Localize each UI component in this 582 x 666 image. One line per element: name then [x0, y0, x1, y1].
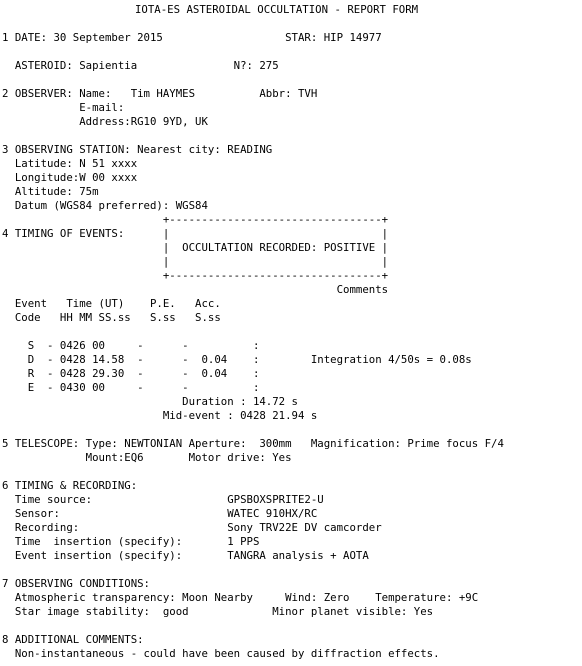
stability-line: Star image stability: good Minor planet visible: Yes [2, 605, 434, 618]
mid-event-line: Mid-event : 0428 21.94 s [2, 409, 318, 422]
asteroid-line: ASTEROID: Sapientia N?: 275 [2, 59, 279, 72]
timing-recording-header: 6 TIMING & RECORDING: [2, 479, 138, 492]
recording-line: Recording: Sony TRV22E DV camcorder [2, 521, 382, 534]
altitude-line: Altitude: 75m [2, 185, 99, 198]
latitude-line: Latitude: N 51 xxxx [2, 157, 138, 170]
time-insertion-line: Time insertion (specify): 1 PPS [2, 535, 260, 548]
time-source-line: Time source: GPSBOXSPRITE2-U [2, 493, 324, 506]
events-header-2: Code HH MM SS.ss S.ss S.ss [2, 311, 221, 324]
timing-header-line: 4 TIMING OF EVENTS: | | [2, 227, 389, 240]
transparency-line: Atmospheric transparency: Moon Nearby Wind: Zero Temperature: +9C [2, 591, 479, 604]
longitude-line: Longitude:W 00 xxxx [2, 171, 138, 184]
datum-line: Datum (WGS84 preferred): WGS84 [2, 199, 208, 212]
additional-comments-text: Non-instantaneous - could have been caused by diffraction effects. [2, 647, 440, 660]
conditions-header: 7 OBSERVING CONDITIONS: [2, 577, 150, 590]
date-star-line: 1 DATE: 30 September 2015 STAR: HIP 14977 [2, 31, 382, 44]
duration-line: Duration : 14.72 s [2, 395, 298, 408]
occultation-result-line: | OCCULTATION RECORDED: POSITIVE | [2, 241, 389, 254]
observer-name-line: 2 OBSERVER: Name: Tim HAYMES Abbr: TVH [2, 87, 318, 100]
event-row-r: R - 0428 29.30 - - 0.04 : [2, 367, 260, 380]
observer-address-line: Address:RG10 9YD, UK [2, 115, 208, 128]
telescope-type-line: 5 TELESCOPE: Type: NEWTONIAN Aperture: 300mm Magnification: Prime focus F/4 [2, 437, 504, 450]
result-box-top: +---------------------------------+ [2, 213, 389, 226]
observer-email-line: E-mail: [2, 101, 125, 114]
result-box-bottom: +---------------------------------+ [2, 269, 389, 282]
event-row-e: E - 0430 00 - - : [2, 381, 260, 394]
events-header-1: Event Time (UT) P.E. Acc. [2, 297, 221, 310]
event-row-d: D - 0428 14.58 - - 0.04 : Integration 4/50s = 0.08s [2, 353, 472, 366]
form-title: IOTA-ES ASTEROIDAL OCCULTATION - REPORT FORM [135, 3, 419, 16]
result-box-blank: | | [2, 255, 389, 268]
additional-comments-header: 8 ADDITIONAL COMMENTS: [2, 633, 144, 646]
telescope-mount-line: Mount:EQ6 Motor drive: Yes [2, 451, 292, 464]
event-insertion-line: Event insertion (specify): TANGRA analysis + AOTA [2, 549, 369, 562]
event-row-s: S - 0426 00 - - : [2, 339, 260, 352]
sensor-line: Sensor: WATEC 910HX/RC [2, 507, 318, 520]
station-city-line: 3 OBSERVING STATION: Nearest city: READING [2, 143, 273, 156]
comments-header: Comments [2, 283, 389, 296]
